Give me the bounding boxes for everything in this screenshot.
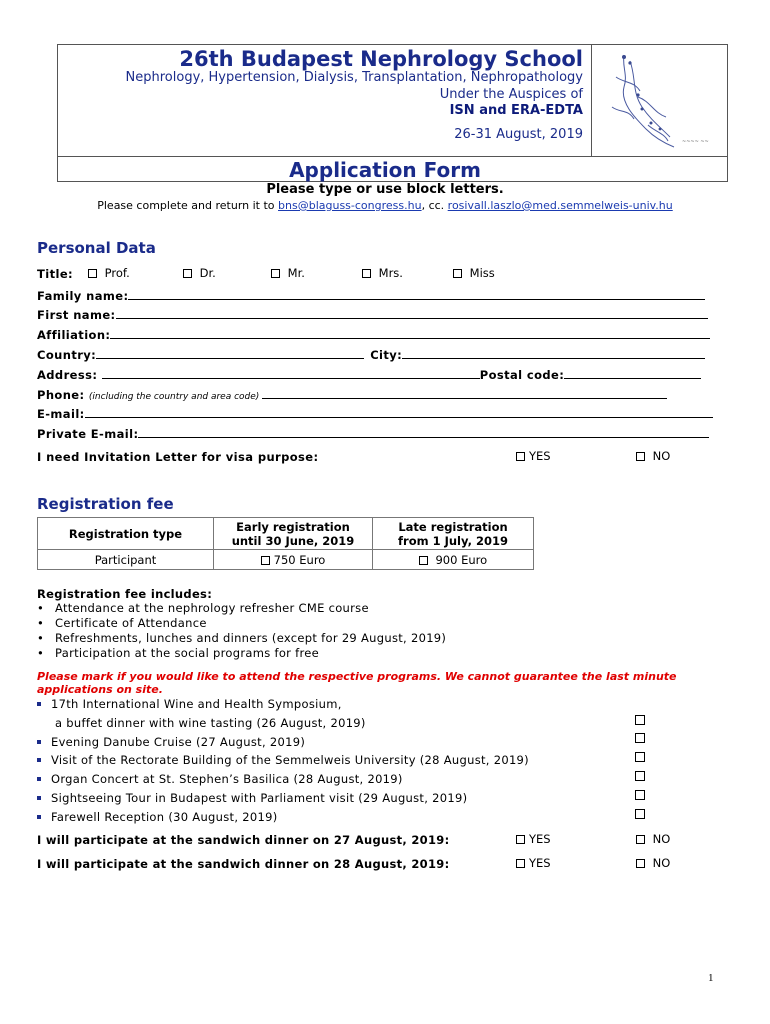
fee-table-row	[38, 550, 534, 570]
checkbox-program-organ[interactable]	[635, 771, 645, 781]
program-item	[37, 735, 305, 749]
invitation-label: I need Invitation Letter for visa purpose:	[37, 450, 319, 464]
dinner28-no-label: NO	[652, 856, 671, 870]
dinner27-yes-label: YES	[529, 832, 551, 846]
checkbox-program-farewell[interactable]	[635, 809, 645, 819]
orgs-line: ISN and ERA-EDTA	[449, 103, 583, 118]
header-divider	[57, 156, 728, 157]
program-item	[37, 753, 529, 767]
includes-item-text: Certificate of Attendance	[55, 616, 207, 630]
fee-includes-heading: Registration fee includes:	[37, 587, 213, 601]
address-line[interactable]	[102, 368, 480, 379]
email-link-bns[interactable]: bns@blaguss-congress.hu	[278, 199, 422, 212]
title-mrs-label: Mrs.	[378, 266, 403, 280]
late-reg-date: from 1 July, 2019	[398, 533, 508, 548]
title-dr-label: Dr.	[199, 266, 216, 280]
includes-item: • Attendance at the nephrology refresher CME course	[37, 601, 369, 615]
postal-code-label: Postal code:	[479, 368, 565, 382]
checkbox-dinner28-no[interactable]	[636, 859, 645, 868]
phone-label: Phone:	[37, 388, 89, 402]
program-item-text: Sightseeing Tour in Budapest with Parliament visit (29 August, 2019)	[51, 791, 468, 805]
title-prof-option[interactable]	[88, 266, 130, 280]
includes-item-text: Participation at the social programs for free	[55, 646, 320, 660]
return-prefix: Please complete and return it to	[97, 199, 279, 212]
program-item	[37, 791, 467, 805]
includes-item: • Certificate of Attendance	[37, 616, 207, 630]
col-late-registration	[373, 518, 534, 550]
invitation-yes-option[interactable]	[516, 449, 551, 463]
checkbox-dr[interactable]	[183, 269, 192, 278]
includes-item: • Participation at the social programs for free	[37, 646, 320, 660]
checkbox-invitation-no[interactable]	[636, 452, 645, 461]
early-price-option[interactable]	[214, 550, 373, 570]
checkbox-miss[interactable]	[453, 269, 462, 278]
dinner-27-no-option[interactable]	[636, 832, 670, 846]
square-bullet-icon	[37, 702, 41, 706]
city-line[interactable]	[402, 348, 705, 359]
dinner-27-yes-option[interactable]	[516, 832, 551, 846]
checkbox-program-sightseeing[interactable]	[635, 790, 645, 800]
checkbox-program-cruise[interactable]	[635, 733, 645, 743]
form-title: Application Form	[289, 158, 481, 182]
family-name-line[interactable]	[128, 289, 705, 300]
late-reg-label: Late registration	[398, 519, 508, 534]
checkbox-late-price[interactable]	[419, 556, 428, 565]
square-bullet-icon	[37, 815, 41, 819]
invitation-yes-label: YES	[529, 449, 551, 463]
logo-drawing	[594, 47, 726, 153]
program-item-text: Visit of the Rectorate Building of the Semmelweis University (28 August, 2019)	[51, 753, 529, 767]
program-item	[37, 772, 403, 786]
title-mrs-option[interactable]	[362, 266, 403, 280]
topics-line: Nephrology, Hypertension, Dialysis, Transplantation, Nephropathology	[125, 70, 583, 85]
programs-note: Please mark if you would like to attend the respective programs. We cannot guarantee the last minute applications on site.	[37, 670, 677, 696]
email-link-rosivall[interactable]: rosivall.laszlo@med.semmelweis-univ.hu	[447, 199, 673, 212]
invitation-no-option[interactable]	[636, 449, 670, 463]
program-item-text: Organ Concert at St. Stephen’s Basilica (28 August, 2019)	[51, 772, 403, 786]
title-miss-option[interactable]	[453, 266, 495, 280]
email-field[interactable]	[37, 407, 713, 421]
title-miss-label: Miss	[469, 266, 495, 280]
school-title: 26th Budapest Nephrology School	[179, 47, 583, 71]
checkbox-dinner28-yes[interactable]	[516, 859, 525, 868]
title-prof-label: Prof.	[104, 266, 130, 280]
phone-field[interactable]	[37, 388, 667, 402]
svg-text:~~~~ ~~: ~~~~ ~~	[682, 139, 709, 145]
square-bullet-icon	[37, 796, 41, 800]
square-bullet-icon	[37, 758, 41, 762]
early-reg-date: until 30 June, 2019	[231, 533, 355, 548]
square-bullet-icon	[37, 777, 41, 781]
country-city-field[interactable]	[37, 348, 705, 362]
dinner27-no-label: NO	[652, 832, 671, 846]
private-email-line[interactable]	[138, 427, 709, 438]
col-early-registration	[214, 518, 373, 550]
invitation-no-label: NO	[652, 449, 671, 463]
checkbox-dinner27-no[interactable]	[636, 835, 645, 844]
early-price: 750 Euro	[273, 552, 326, 567]
checkbox-mrs[interactable]	[362, 269, 371, 278]
phone-line[interactable]	[262, 388, 667, 399]
checkbox-early-price[interactable]	[261, 556, 270, 565]
includes-item-text: Refreshments, lunches and dinners (except for 29 August, 2019)	[55, 631, 447, 645]
row-participant: Participant	[38, 550, 214, 570]
checkbox-prof[interactable]	[88, 269, 97, 278]
dinner-27-question: I will participate at the sandwich dinner on 27 August, 2019:	[37, 833, 450, 847]
page-number: 1	[708, 972, 714, 984]
family-name-label: Family name:	[37, 289, 129, 303]
first-name-field[interactable]	[37, 308, 708, 322]
checkbox-dinner27-yes[interactable]	[516, 835, 525, 844]
country-line[interactable]	[96, 348, 364, 359]
checkbox-mr[interactable]	[271, 269, 280, 278]
program-item	[37, 810, 278, 824]
program-item-text: Evening Danube Cruise (27 August, 2019)	[51, 735, 306, 749]
email-label: E-mail:	[37, 407, 85, 421]
personal-data-heading: Personal Data	[37, 239, 156, 257]
header-vertical-divider	[591, 44, 592, 156]
cc-text: , cc.	[421, 199, 448, 212]
checkbox-program-wine[interactable]	[635, 715, 645, 725]
first-name-label: First name:	[37, 308, 116, 322]
return-instructions	[0, 199, 770, 212]
program-item-text: Farewell Reception (30 August, 2019)	[51, 810, 278, 824]
title-row-label	[37, 267, 73, 281]
checkbox-program-rectorate[interactable]	[635, 752, 645, 762]
family-name-field[interactable]	[37, 289, 705, 303]
includes-item: • Refreshments, lunches and dinners (except for 29 August, 2019)	[37, 631, 447, 645]
late-price-option[interactable]	[373, 550, 534, 570]
dates-line: 26-31 August, 2019	[454, 127, 583, 142]
first-name-line[interactable]	[116, 308, 708, 319]
dinner-28-yes-option[interactable]	[516, 856, 551, 870]
checkbox-invitation-yes[interactable]	[516, 452, 525, 461]
fee-table	[37, 517, 534, 570]
dinner-28-no-option[interactable]	[636, 856, 670, 870]
email-line[interactable]	[85, 407, 713, 418]
postal-code-line[interactable]	[564, 368, 701, 379]
program-item-continued	[55, 716, 366, 730]
includes-item-text: Attendance at the nephrology refresher CME course	[55, 601, 369, 615]
late-price: 900 Euro	[435, 552, 488, 567]
address-label: Address:	[37, 368, 102, 382]
title-mr-label: Mr.	[287, 266, 305, 280]
title-mr-option[interactable]	[271, 266, 305, 280]
auspices-line: Under the Auspices of	[439, 87, 583, 102]
block-letters-note: Please type or use block letters.	[266, 182, 504, 197]
title-label: Title:	[37, 267, 74, 281]
program-item	[37, 697, 342, 711]
col-registration-type: Registration type	[38, 518, 214, 550]
country-label: Country:	[37, 348, 97, 362]
affiliation-label: Affiliation:	[37, 328, 111, 342]
private-email-label: Private E-mail:	[37, 427, 139, 441]
registration-fee-heading: Registration fee	[37, 495, 174, 513]
program-item-text: a buffet dinner with wine tasting (26 August, 2019)	[55, 716, 366, 730]
invitation-letter-question	[37, 450, 319, 464]
dinner-28-question: I will participate at the sandwich dinner on 28 August, 2019:	[37, 857, 450, 871]
affiliation-field[interactable]	[37, 328, 710, 342]
private-email-field[interactable]	[37, 427, 709, 441]
phone-note: (including the country and area code)	[88, 392, 263, 402]
title-dr-option[interactable]	[183, 266, 216, 280]
program-item-text: 17th International Wine and Health Symposium,	[51, 697, 342, 711]
affiliation-line[interactable]	[110, 328, 710, 339]
city-label: City:	[370, 348, 403, 362]
early-reg-label: Early registration	[236, 519, 350, 534]
fee-table-header	[38, 518, 534, 550]
dinner28-yes-label: YES	[529, 856, 551, 870]
address-field[interactable]	[37, 368, 701, 382]
square-bullet-icon	[37, 740, 41, 744]
